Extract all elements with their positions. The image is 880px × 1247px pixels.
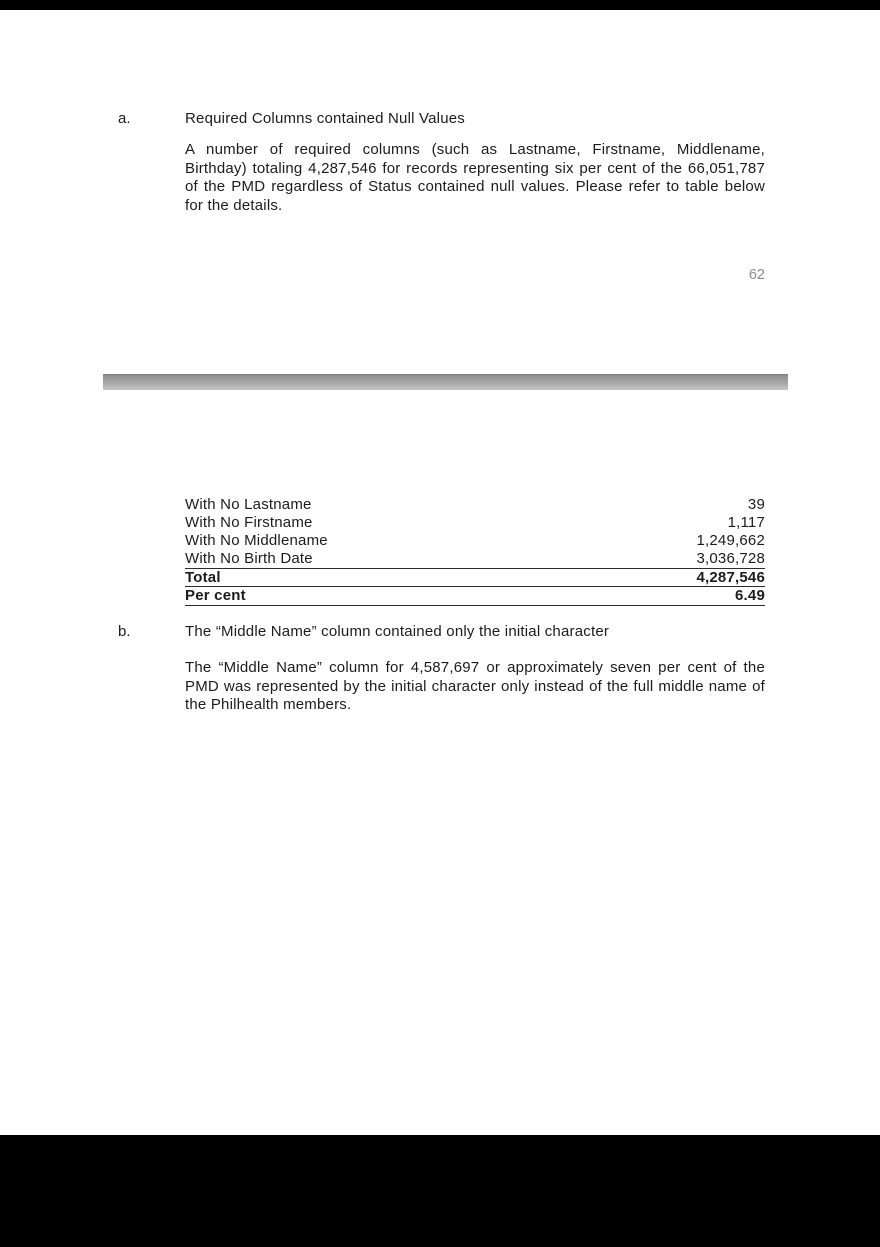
bottom-letterbox	[0, 1135, 880, 1247]
row-label: With No Middlename	[185, 532, 328, 549]
row-label: With No Firstname	[185, 514, 313, 531]
page-divider	[103, 374, 788, 390]
row-value: 4,287,546	[696, 569, 765, 586]
section-b-paragraph: The “Middle Name” column for 4,587,697 or approximately seven per cent of the PMD was represented by the initial character only instead of the full middle name of the Philhealth members.	[185, 659, 765, 713]
table-row	[185, 532, 765, 550]
section-a-heading: Required Columns contained Null Values	[185, 110, 465, 127]
table-row-total	[185, 568, 765, 587]
row-value: 39	[747, 496, 765, 513]
row-value: 1,249,662	[696, 532, 765, 549]
row-label: With No Lastname	[185, 496, 312, 513]
document-page	[0, 10, 880, 1135]
top-letterbox	[0, 0, 880, 10]
row-label: With No Birth Date	[185, 550, 313, 567]
row-label: Per cent	[185, 587, 246, 604]
page-number: 62	[748, 267, 765, 283]
section-b-label: b.	[118, 623, 131, 640]
table-row	[185, 514, 765, 532]
section-b-heading: The “Middle Name” column contained only the initial character	[185, 623, 610, 640]
row-label: Total	[185, 569, 221, 586]
section-a-paragraph: A number of required columns (such as Lastname, Firstname, Middlename, Birthday) totaling 4,287,546 for records representing six per cent of the 66,051,787 of the PMD regardless of Status contained null values. Please refer to table below for the details.	[185, 141, 765, 214]
table-row	[185, 496, 765, 514]
row-value: 1,117	[727, 514, 765, 531]
null-values-table	[185, 496, 765, 606]
row-value: 6.49	[735, 587, 765, 604]
table-row	[185, 550, 765, 568]
row-value: 3,036,728	[696, 550, 765, 567]
section-a-label: a.	[118, 110, 131, 127]
table-row-percent	[185, 587, 765, 606]
